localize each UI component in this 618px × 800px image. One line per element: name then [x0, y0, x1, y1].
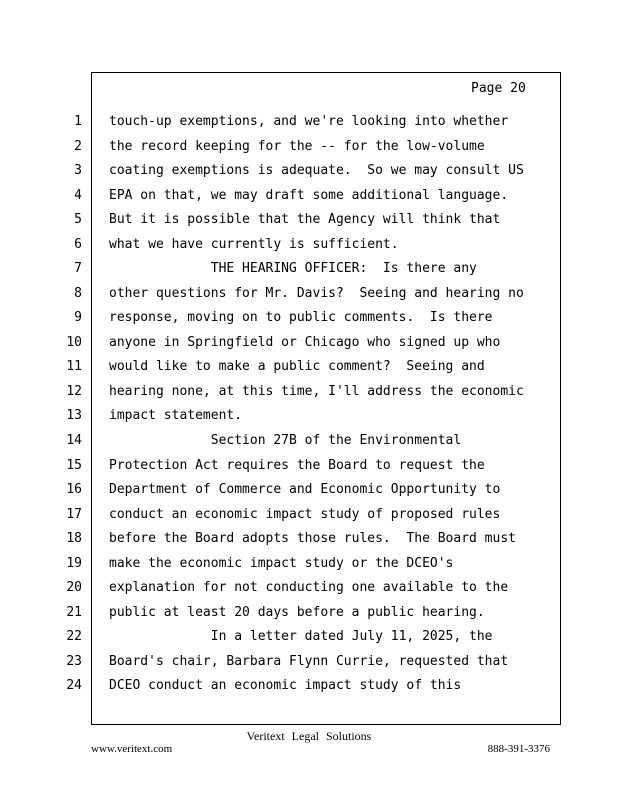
line-number: 6: [74, 237, 82, 252]
line-text: DCEO conduct an economic impact study of this: [109, 678, 462, 693]
line-number: 13: [66, 408, 82, 423]
line-text: public at least 20 days before a public hearing.: [109, 605, 485, 620]
line-text: before the Board adopts those rules. The Board must: [109, 531, 516, 546]
line-number: 9: [74, 310, 82, 325]
line-text: But it is possible that the Agency will think that: [109, 212, 501, 227]
line-number: 20: [66, 580, 82, 595]
page-number: Page 20: [471, 81, 526, 96]
line-text: Section 27B of the Environmental: [109, 433, 462, 448]
line-number: 22: [66, 629, 82, 644]
line-text: other questions for Mr. Davis? Seeing and hearing no: [109, 286, 524, 301]
line-number: 16: [66, 482, 82, 497]
line-text: Department of Commerce and Economic Opportunity to: [109, 482, 501, 497]
footer-phone: 888-391-3376: [487, 743, 550, 755]
line-number: 2: [74, 139, 82, 154]
line-number: 7: [74, 261, 82, 276]
line-number: 10: [66, 335, 82, 350]
line-number: 3: [74, 163, 82, 178]
line-number: 4: [74, 188, 82, 203]
line-text: anyone in Springfield or Chicago who signed up who: [109, 335, 501, 350]
footer-website: www.veritext.com: [91, 743, 173, 755]
line-number: 19: [66, 556, 82, 571]
line-number: 8: [74, 286, 82, 301]
line-number: 15: [66, 458, 82, 473]
line-number: 17: [66, 507, 82, 522]
line-text: hearing none, at this time, I'll address the economic: [109, 384, 524, 399]
line-number: 18: [66, 531, 82, 546]
line-number: 12: [66, 384, 82, 399]
line-number: 21: [66, 605, 82, 620]
line-text: explanation for not conducting one available to the: [109, 580, 509, 595]
line-text: THE HEARING OFFICER: Is there any: [109, 261, 477, 276]
line-text: In a letter dated July 11, 2025, the: [109, 629, 493, 644]
line-text: Board's chair, Barbara Flynn Currie, requested that: [109, 654, 509, 669]
line-text: coating exemptions is adequate. So we may consult US: [109, 163, 524, 178]
line-text: touch-up exemptions, and we're looking into whether: [109, 114, 509, 129]
line-text: conduct an economic impact study of proposed rules: [109, 507, 501, 522]
line-number: 1: [74, 114, 82, 129]
line-number: 11: [66, 359, 82, 374]
line-text: would like to make a public comment? Seeing and: [109, 359, 485, 374]
footer-company-name: Veritext Legal Solutions: [246, 729, 372, 743]
line-text: response, moving on to public comments. Is there: [109, 310, 493, 325]
line-text: make the economic impact study or the DCEO's: [109, 556, 454, 571]
line-text: the record keeping for the -- for the low-volume: [109, 139, 485, 154]
line-number: 23: [66, 654, 82, 669]
line-number: 14: [66, 433, 82, 448]
line-text: impact statement.: [109, 408, 243, 423]
line-number: 5: [74, 212, 82, 227]
line-number: 24: [66, 678, 82, 693]
line-text: EPA on that, we may draft some additional language.: [109, 188, 509, 203]
line-text: Protection Act requires the Board to request the: [109, 458, 485, 473]
line-text: what we have currently is sufficient.: [109, 237, 399, 252]
